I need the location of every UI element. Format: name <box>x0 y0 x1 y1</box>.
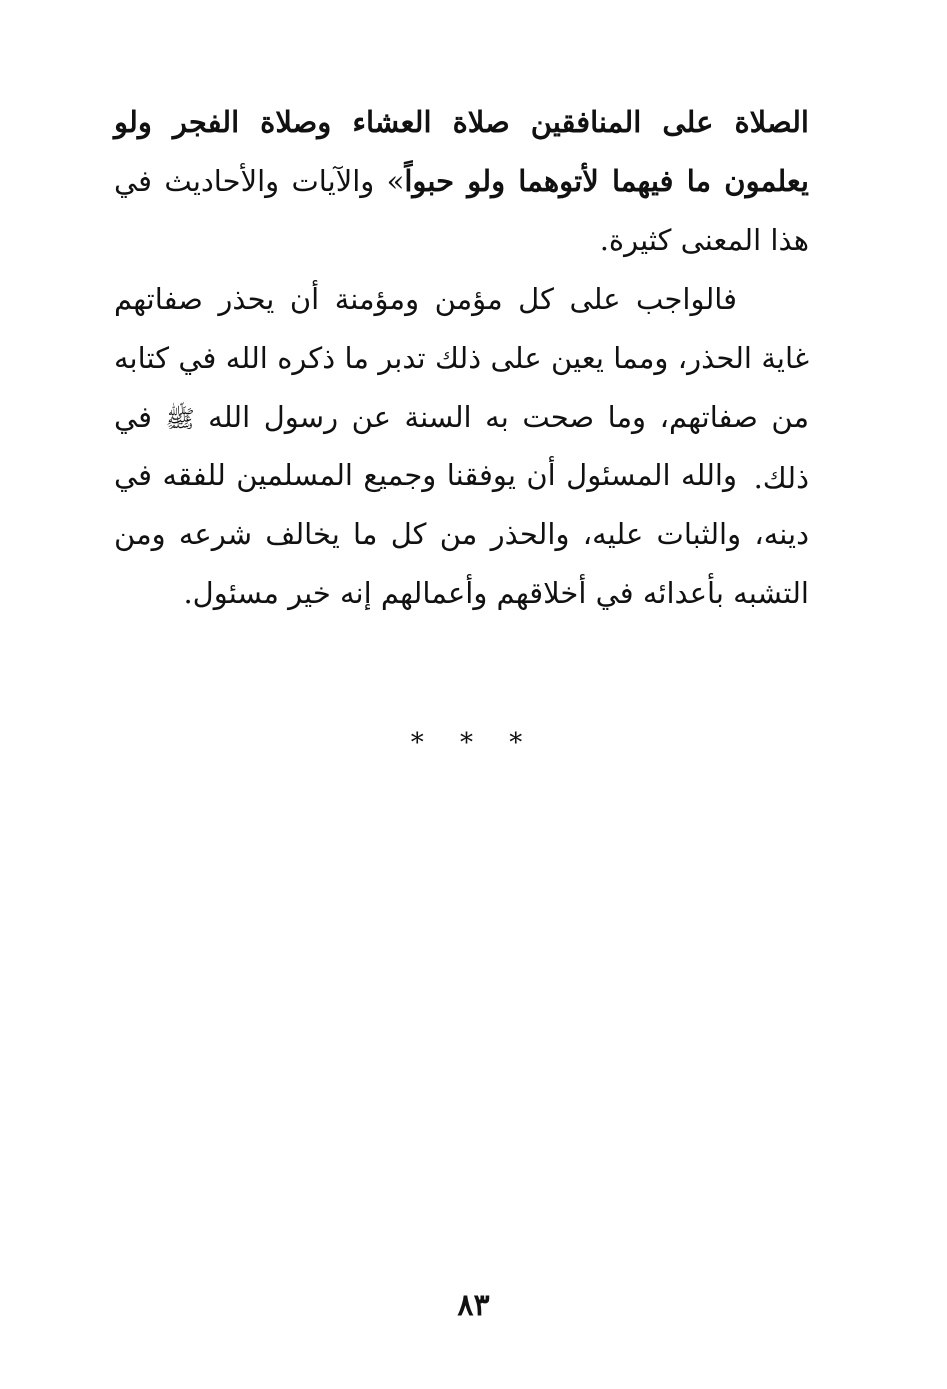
paragraph-3-text: والله المسئول أن يوفقنا وجميع المسلمين للفقه في دينه، والثبات عليه، والحذر من كل ما يخالف شرعه ومن التشبه بأعدائه في أخلاقهم وأعمالهم إنه خير مسئول. <box>114 458 809 610</box>
page-number: ٨٣ <box>457 1288 490 1323</box>
paragraph-supplication <box>114 446 809 623</box>
paragraph-hadith-quote <box>114 93 809 270</box>
paragraph-2-text-after: في ذلك. <box>114 400 809 495</box>
paragraph-2-text: فالواجب على كل مؤمن ومؤمنة أن يحذر صفاتهم غاية الحذر، ومما يعين على ذلك تدبر ما ذكره الله في كتابه من صفاتهم، وما صحت به السنة عن رسول الله <box>114 282 809 434</box>
section-separator: * * * <box>410 728 537 758</box>
honorific-ligature: ﷺ <box>165 405 195 433</box>
paragraph-1-text: » والآيات والأحاديث في هذا المعنى كثيرة. <box>114 164 809 257</box>
hadith-bold-text: الصلاة على المنافقين صلاة العشاء وصلاة الفجر ولو يعلمون ما فيهما لأتوهما ولو حبواً <box>114 105 809 198</box>
